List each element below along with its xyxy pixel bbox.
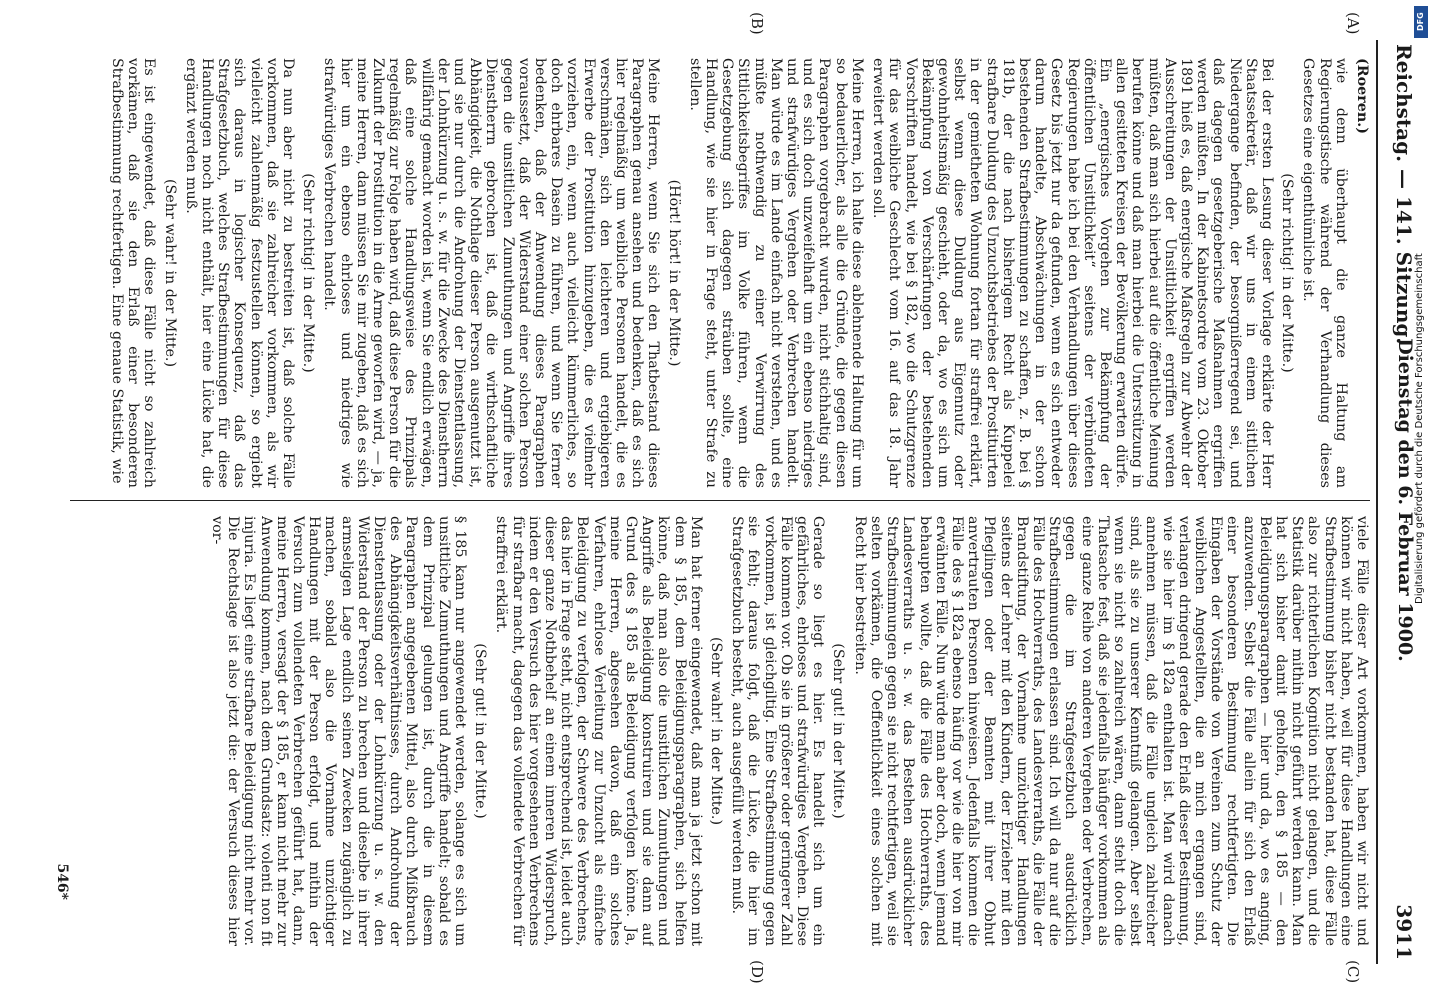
paragraph: Da nun aber nicht zu bestreiten ist, daß solche Fälle vorkommen, daß sie zahlreicher vorkommen, als wir vielleicht zahlenmäßig festzustellen können, so ergiebt sich daraus in logischer Konsequenz, daß das Strafgesetzbuch, welches Strafbestimmungen für diese Handlungen noch nicht enthält, hier eine Lücke hat, die ergänzt werden muß. [182,58,296,488]
dfg-logo-badge: DFG [1414,6,1428,38]
margin-marker-d: (D) [748,960,766,984]
interjection: (Sehr wahr! in der Mitte.) [161,178,178,368]
interjection: (Hört! hört! in der Mitte.) [665,179,682,367]
paragraph: Es ist eingewendet, daß diese Fälle nicht so zahlreich vorkämen, daß sie den Erlaß einer besonderen Strafbestimmung rechtfertigen. Eine genaue Statistik, wie [108,58,158,488]
paragraph: Meine Herren, wenn Sie sich den Thatbestand dieses Paragraphen genau ansehen und bedenken, daß es sich hier regelmäßig um weibliche Personen handelt, die es verschmähen, sich den leichteren und ergiebigeren Erwerbe der Prostitution hinzugeben, die es vielmehr vorziehen, ein, wenn auch vielleicht kümmerliches, so doch ehrbares Dasein zu führen, und wenn Sie ferner bedenken, daß der Anwendung dieses Paragraphen voraussetzt, daß der Widerstand einer solchen Person gegen die unsittlichen Zumuthungen und Angriffe ihres Dienstherrn gebrochen ist, daß die wirthschaftliche Abhängigkeit, die Nothlage dieser Person ausgenutzt ist, und sie nur durch die Androhung der Dienstentlassung, der Lohnkürzung u. s. w. für die Zwecke des Dienstherrn willfährig gemacht worden ist, wenn Sie endlich erwägen, daß eine solche Handlungsweise des Prinzipals regelmäßig zur Folge haben wird, daß diese Person für die Zukunft der Prostitution in die Arme geworfen wird, — ja, meine Herren, dann müssen Sie mir zugeben, daß es sich hier um ein ebenso ehrloses und niedriges wie strafwürdiges Verbrechen handelt. [321,58,662,488]
column-divider [70,500,1370,501]
margin-marker-c: (C) [1344,960,1362,984]
interjection: (Sehr wahr! in der Mitte.) [708,636,725,826]
interjection: (Sehr richtig! in der Mitte.) [300,173,317,373]
header-date: Dienstag den 6. Februar 1900. [1394,338,1416,662]
paragraph: viele Fälle dieser Art vorkommen, haben wir nicht und können wir nicht haben, weil für diese Handlungen eine Strafbestimmung bisher nicht bestanden hat, diese Fälle also zur richterlichen Kognition nicht gelangen, und die Statistik darüber mithin nicht geführt werden kann. Man hat sich bisher damit geholfen, den § 185 — den Beleidigungsparagraphen — hier und da, wo es anging, anzuwenden. Selbst die Fälle allein für sich den Erlaß einer besonderen Bestimmung rechtfertigten. Die Eingaben der Vorstände von Vereinen zum Schutz der weiblichen Angestellten, die an mich ergangen sind, verlangen dringend gerade den Erlaß dieser Bestimmung, wie sie hier im § 182a enthalten ist. Man wird danach annehmen müssen, daß die Fälle ungleich zahlreicher sind, als sie zu unserer Kenntniß gelangen. Aber selbst wenn sie nicht so zahlreich wären, dann steht doch die Thatsache fest, daß sie jedenfalls häufiger vorkommen als eine ganze Reihe von anderen Vergehen oder Verbrechen, gegen die im Strafgesetzbuch ausdrücklich Strafbestimmungen erlassen sind. Ich will da nur auf die Fälle des Hochverraths, des Landesverraths, die Fälle der Brandstiftung, der Vornahme unzüchtiger Handlungen seitens der Lehrer mit den Kindern, der Erzieher mit den Pfleglingen oder der Beamten mit ihrer Obhut anvertrauten Personen hinweisen. Jedenfalls kommen die Fälle des § 182a ebenso häufig vor wie die hier von mir erwähnten Fälle. Nun würde man aber doch, wenn jemand behaupten wollte, daß die Fälle des Hochverraths, des Landesverraths u. s. w. das Bestehen ausdrücklicher Strafbestimmungen gegen sie nicht rechtfertigen, weil sie selten vorkämen, die Oeffentlichkeit eines solchen mit Recht hier bestreiten. [851,516,1370,946]
page-code: 546* [54,863,70,900]
paragraph: Meine Herren, ich halte diese ablehnende Haltung für um so bedauerlicher, als alle die Gründe, die gegen diesen Paragraphen vorgebracht wurden, nicht stichhaltig sind, und es sich doch unzweifelhaft um ein ebenso niedriges und strafwürdiges Vergehen oder Verbrechen handelt. Man würde es im Lande einfach nicht verstehen, und es müßte nothwendig zu einer Verwirrung des Sittlichkeitsbegriffes im Volke führen, wenn die Gesetzgebung sich dagegen sträuben sollte, eine Handlung, wie sie hier in Frage steht, unter Strafe zu stellen. [686,58,865,488]
paragraph: Gerade so liegt es hier. Es handelt sich um ein gefährliches, ehrloses und strafwürdiges Vergehen. Diese Fälle kommen vor. Ob sie in größerer oder geringerer Zahl vorkommen, ist gleichgiltig. Eine Strafbestimmung gegen sie fehlt; daraus folgt, daß die Lücke, die hier im Strafgesetzbuch besteht, auch ausgefüllt werden muß. [729,516,827,946]
digitisation-credit: Digitalisierung gefördert durch die Deutsche Forschungsgemeinschaft [1414,253,1425,604]
paragraph: wie denn überhaupt die ganze Haltung am Regierungstische während der Verhandlung dieses Gesetzes eine eigenthümliche ist. [1300,58,1349,488]
header-rule [1376,40,1378,964]
speaker-name: (Roeren.) [1354,58,1370,135]
interjection: (Sehr richtig! in der Mitte.) [1279,173,1296,373]
interjection: (Sehr gut! in der Mitte.) [472,643,489,819]
paragraph: § 185 kann nur angewendet werden, solange es sich um unsittliche Zumuthungen und Angriffe handelt; sobald es dem Prinzipal gelungen ist, durch die in diesem Paragraphen angegebenen Mittel, also durch Mißbrauch des Abhängigkeitsverhältnisses, durch Androhung der Dienstentlassung oder der Lohnkürzung u. s. w. den Widerstand der Person zu brechen und dieselbe in ihrer armseligen Lage endlich seinen Zwecken zugänglich zu machen, sobald also die Vornahme unzüchtiger Handlungen mit der Person erfolgt, und mithin der Versuch zum vollendeten Verbrechen geführt hat, dann, meine Herren, versagt der § 185, er kann nicht mehr zur Anwendung kommen, nach dem Grundsatz: volenti non fit injuria. Es liegt eine strafbare Beleidigung nicht mehr vor. Die Rechtslage ist also jetzt die: der Versuch dieses hier vor- [208,516,469,946]
text-column-right [80,516,1370,946]
margin-marker-a: (A) [1344,12,1362,35]
page-number: 3911 [1392,904,1416,960]
interjection: (Sehr gut! in der Mitte.) [830,643,847,819]
text-column-left [80,58,1370,488]
margin-marker-b: (B) [748,12,766,35]
paragraph: Man hat ferner eingewendet, daß man ja jetzt schon mit dem § 185, dem Beleidigungsparagraphen, sich helfen könne, daß man also die unsittlichen Zumuthungen und Angriffe als Beleidigung konstruiren und sie dann auf Grund des § 185 als Beleidigung verfolgen könne. Ja, meine Herren, abgesehen davon, daß ein solches Verfahren, ehrlose Verleitung zur Unzucht als einfache Beleidigung zu verfolgen, der Schwere des Verbrechens, das hier in Frage steht, nicht entsprechend ist, leidet auch dieser ganze Nothbehelf an einem inneren Widerspruch, indem er den Versuch des hier vorgesehenen Verbrechens für strafbar macht, dagegen das vollendete Verbrechen für straffrei erklärt. [493,516,704,946]
header-left: Reichstag. — 141. Sitzung. [1392,44,1416,345]
paragraph: Bei der ersten Lesung dieser Vorlage erklärte der Herr Staatssekretär, daß wir uns in einem sittlichen Niedergange befinden, der besorgnißerregend sei, und daß dagegen gesetzgeberische Maßnahmen ergriffen werden müßten. In der Kabinetsordre vom 23. Oktober 1891 hieß es, daß energische Maßregeln zur Abwehr der Ausschreitungen der Unsittlichkeit ergriffen werden müßten, daß man sich hierbei auf die öffentliche Meinung berufen könne und daß man hierbei die Unterstützung in allen gesitteten Kreisen der Bevölkerung erwarten dürfe. Ein „energisches Vorgehen zur Bekämpfung der öffentlichen Unsittlichkeit“ seitens der verbündeten Regierungen habe ich bei den Verhandlungen über dieses Gesetz bis jetzt nur da gefunden, wenn es sich entweder darum handelte, Abschwächungen in der schon bestehenden Strafbestimmungen zu schaffen, z. B. bei § 181b, der die nach bisherigem Recht als Kuppelei strafbare Duldung des Unzuchtsbetriebes der Prostituirten in der gemietheten Wohnung fortan für straffrei erklärt, selbst wenn diese Duldung aus Eigennutz oder gewohnheitsmäßig geschieht, oder da, wo es sich um Bekämpfung von Verschärfungen der bestehenden Vorschriften handelt, wie bei § 182, wo die Schutzgrenze für das weibliche Geschlecht vom 16. auf das 18. Jahr erweitert werden soll. [870,58,1275,488]
